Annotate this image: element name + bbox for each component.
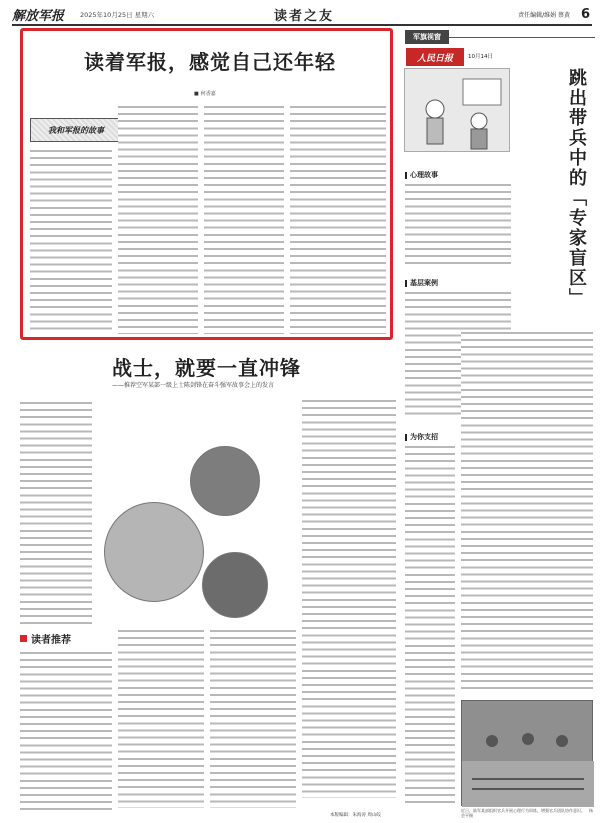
cartoon-drawing: [405, 69, 511, 153]
page-number: 6: [580, 6, 590, 22]
article-2-subtitle: ——推荐空军某部一级上士陈剑锋在奋斗强军故事会上的发言: [112, 382, 275, 389]
article-1-title: 读着军报，感觉自己还年轻: [84, 50, 336, 74]
recommend-marker-icon: [20, 635, 27, 642]
article-1-body-col-1: [30, 148, 112, 334]
photo-soldier-portrait: [190, 446, 260, 516]
header-rule: [449, 37, 595, 38]
training-photo: [461, 700, 593, 806]
article-1-body-col-3: [204, 104, 284, 334]
section-solution: 为你支招: [405, 432, 438, 442]
reader-recommend-body: [20, 650, 112, 810]
article-2-title: 战士，就要一直冲锋: [112, 356, 301, 380]
photo-collage: [98, 402, 298, 624]
section-title: 读者之友: [274, 8, 335, 24]
section-heart-story: 心理故事: [405, 170, 438, 180]
issue-date: 2025年10月25日 星期六: [80, 10, 155, 19]
right-panel-headline: 跳出带兵中的「专家盲区」: [566, 68, 587, 308]
article-2-body-col-bottom-1: [118, 628, 204, 808]
section-case: 基层案例: [405, 278, 438, 288]
solution-body-left: [405, 444, 455, 804]
reader-recommend-heading: [20, 629, 104, 647]
photo-training: [202, 552, 268, 618]
page-editor-note: 本版编辑：朱海涛 周山皎: [330, 813, 381, 818]
heart-story-body: [405, 182, 511, 268]
photo-parachutes: [104, 502, 204, 602]
page-editors: 责任编辑/维娟 蔡黄: [518, 11, 570, 19]
article-1-body-col-2: [118, 104, 198, 334]
cartoon-illustration: [404, 68, 510, 152]
newspaper-logo: 解放军报: [12, 8, 65, 24]
right-panel-header: [405, 30, 595, 44]
source-paper-badge: 人民日报: [406, 48, 464, 66]
right-panel-label: 军旗视窗: [405, 30, 449, 44]
article-1-body-col-4: [290, 104, 386, 334]
source-paper-date: 10月14日: [468, 54, 493, 60]
training-photo-caption: 近日，陆军某部组织官兵开展心理行为训练，增强官兵团队协作意识。 杨会平摄: [461, 808, 593, 818]
article-2-body-col-left: [20, 400, 92, 624]
masthead: [12, 4, 592, 26]
reader-recommend-label: 读者推荐: [31, 634, 71, 646]
article-2-body-col-right: [302, 398, 396, 798]
column-badge: 我和军报的故事: [30, 118, 122, 142]
training-photo-scene: [462, 701, 594, 807]
article-2-body-col-bottom-2: [210, 628, 296, 808]
solution-body-right: [461, 330, 593, 692]
article-1-author: ■ 何香嘉: [194, 90, 216, 97]
